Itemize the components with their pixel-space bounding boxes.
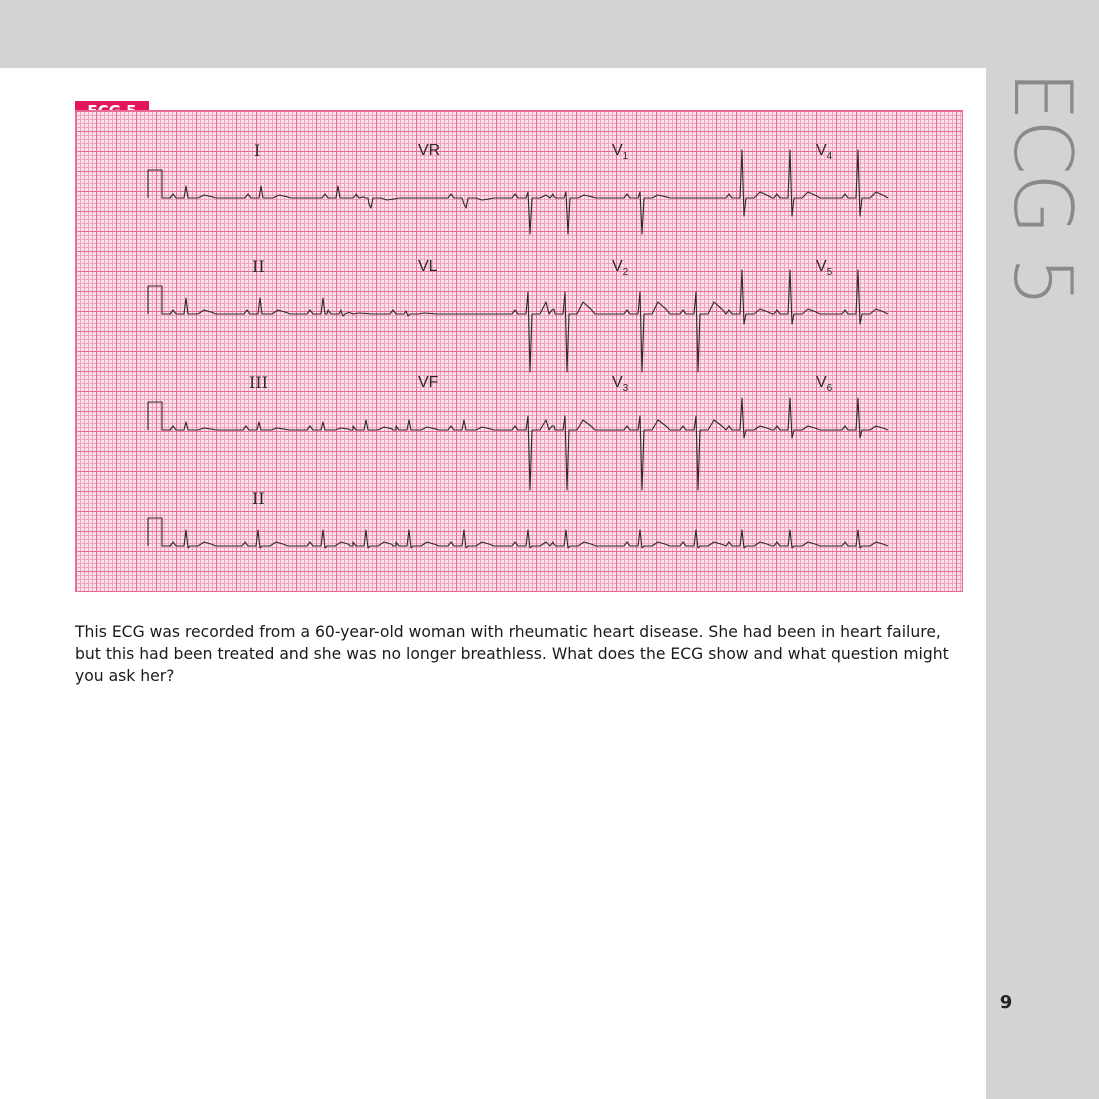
lead-label-v6-letter: V — [816, 374, 827, 391]
side-title-text: ECG 5 — [996, 70, 1089, 306]
lead-label-v2-sub: 2 — [622, 267, 629, 278]
lead-label-v1-letter: V — [612, 142, 623, 159]
lead-label-v5 — [816, 259, 832, 278]
trace-rhythm-ii — [148, 518, 888, 548]
lead-label-i: I — [254, 141, 261, 160]
lead-label-v5-sub: 5 — [826, 267, 833, 278]
ecg-figure — [75, 110, 963, 592]
ecg-traces — [76, 111, 964, 593]
lead-label-v4-letter: V — [816, 142, 827, 159]
lead-label-v3-sub: 3 — [622, 383, 629, 394]
lead-label-v2-letter: V — [612, 258, 623, 275]
lead-label-v1-sub: 1 — [622, 151, 629, 162]
lead-label-vl: VL — [418, 258, 438, 275]
lead-label-ii: II — [252, 257, 265, 276]
page-number: 9 — [999, 992, 1013, 1013]
trace-row-1 — [148, 150, 888, 234]
lead-label-v4-sub: 4 — [826, 151, 833, 162]
lead-label-v1 — [612, 143, 628, 162]
lead-label-v3 — [612, 375, 628, 394]
lead-label-v4 — [816, 143, 832, 162]
lead-label-v2 — [612, 259, 628, 278]
trace-row-2 — [148, 270, 888, 372]
lead-label-v5-letter: V — [816, 258, 827, 275]
lead-label-rhythm-ii: II — [252, 489, 265, 508]
lead-label-v6-sub: 6 — [826, 383, 833, 394]
trace-row-3 — [148, 398, 888, 490]
lead-label-v3-letter: V — [612, 374, 623, 391]
question-caption: This ECG was recorded from a 60-year-old woman with rheumatic heart disease. She had been in heart failure, but this had been treated and she was no longer breathless. What does the ECG show and what question might you ask her? — [75, 623, 949, 685]
lead-label-v6 — [816, 375, 832, 394]
lead-label-iii: III — [249, 373, 268, 392]
lead-label-vf: VF — [418, 374, 439, 391]
side-title — [986, 68, 1099, 328]
lead-label-vr: VR — [418, 142, 441, 159]
